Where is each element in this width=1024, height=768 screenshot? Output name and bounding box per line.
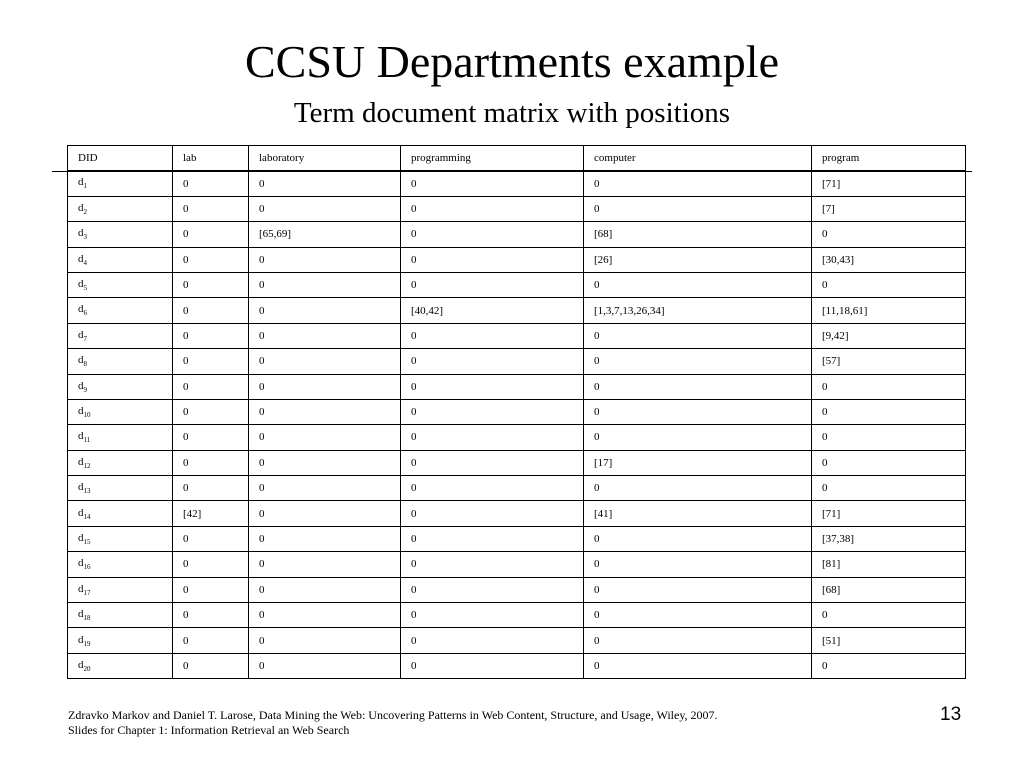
slide-title: CCSU Departments example: [244, 36, 779, 87]
document-id-subscript: 9: [83, 385, 87, 394]
position-cell: 0: [584, 526, 812, 551]
position-cell: 0: [812, 603, 966, 628]
position-cell: [51]: [812, 628, 966, 653]
document-id-subscript: 1: [83, 182, 87, 191]
position-cell: 0: [401, 577, 584, 602]
position-cell: 0: [401, 247, 584, 272]
footer-citation: [68, 708, 718, 738]
position-cell: 0: [249, 628, 401, 653]
position-cell: 0: [401, 653, 584, 678]
position-cell: [71]: [812, 501, 966, 526]
position-cell: 0: [812, 653, 966, 678]
document-id-subscript: 6: [83, 309, 87, 318]
document-id-cell: $d_{16}$: [68, 552, 173, 577]
document-id-cell: $d_{12}$: [68, 450, 173, 475]
position-cell: 0: [173, 196, 249, 221]
position-cell: 0: [584, 349, 812, 374]
position-cell: 0: [401, 552, 584, 577]
position-cell: 0: [173, 272, 249, 297]
header-cell: program: [812, 146, 966, 171]
position-cell: 0: [173, 247, 249, 272]
position-cell: 0: [249, 653, 401, 678]
table-header-row: [68, 146, 966, 171]
position-cell: 0: [401, 222, 584, 247]
document-id-cell: $d_{13}$: [68, 476, 173, 501]
table-row: [68, 450, 966, 475]
position-cell: 0: [173, 653, 249, 678]
position-cell: 0: [401, 323, 584, 348]
position-cell: 0: [401, 196, 584, 221]
position-cell: 0: [249, 399, 401, 424]
position-cell: 0: [401, 374, 584, 399]
table-row: [68, 577, 966, 602]
table-row: [68, 476, 966, 501]
position-cell: 0: [584, 196, 812, 221]
position-cell: 0: [173, 476, 249, 501]
document-id-subscript: 15: [83, 538, 91, 547]
position-cell: [68]: [812, 577, 966, 602]
table-row: [68, 349, 966, 374]
position-cell: 0: [173, 603, 249, 628]
position-cell: [1,3,7,13,26,34]: [584, 298, 812, 323]
table-row: [68, 526, 966, 551]
document-id-cell: $d_5$: [68, 272, 173, 297]
position-cell: 0: [812, 374, 966, 399]
document-id-cell: $d_7$: [68, 323, 173, 348]
footer-line-2: Slides for Chapter 1: Information Retrieval an Web Search: [68, 723, 350, 737]
position-cell: 0: [249, 196, 401, 221]
position-cell: 0: [249, 272, 401, 297]
document-id-subscript: 14: [83, 512, 91, 521]
position-cell: 0: [249, 603, 401, 628]
document-id-subscript: 3: [83, 233, 87, 242]
position-cell: 0: [401, 450, 584, 475]
position-cell: 0: [249, 476, 401, 501]
position-cell: 0: [173, 323, 249, 348]
position-cell: 0: [401, 272, 584, 297]
position-cell: 0: [584, 323, 812, 348]
position-cell: 0: [249, 298, 401, 323]
table-row: [68, 603, 966, 628]
document-id-cell: $d_{18}$: [68, 603, 173, 628]
position-cell: 0: [173, 552, 249, 577]
position-cell: 0: [249, 349, 401, 374]
table-row: [68, 501, 966, 526]
position-cell: 0: [249, 247, 401, 272]
position-cell: 0: [173, 171, 249, 196]
document-id-subscript: 19: [83, 639, 91, 648]
position-cell: [9,42]: [812, 323, 966, 348]
table-row: [68, 552, 966, 577]
position-cell: 0: [584, 577, 812, 602]
position-cell: 0: [812, 272, 966, 297]
position-cell: 0: [812, 450, 966, 475]
position-cell: 0: [249, 526, 401, 551]
page-number: 13: [940, 704, 962, 725]
document-id-subscript: 11: [83, 436, 91, 445]
document-id-cell: $d_{15}$: [68, 526, 173, 551]
table-row: [68, 653, 966, 678]
document-id-cell: $d_{10}$: [68, 399, 173, 424]
position-cell: 0: [173, 222, 249, 247]
document-id-subscript: 8: [83, 360, 87, 369]
position-cell: [42]: [173, 501, 249, 526]
position-cell: 0: [173, 425, 249, 450]
document-id-cell: $d_6$: [68, 298, 173, 323]
position-cell: 0: [249, 374, 401, 399]
position-cell: [41]: [584, 501, 812, 526]
position-cell: 0: [249, 450, 401, 475]
document-id-cell: $d_4$: [68, 247, 173, 272]
table-row: [68, 222, 966, 247]
position-cell: [11,18,61]: [812, 298, 966, 323]
position-cell: 0: [401, 349, 584, 374]
document-id-subscript: 17: [83, 588, 91, 597]
header-cell: DID: [68, 146, 173, 171]
table-row: [68, 272, 966, 297]
position-cell: 0: [401, 628, 584, 653]
position-cell: 0: [584, 552, 812, 577]
position-cell: 0: [249, 577, 401, 602]
position-cell: 0: [401, 603, 584, 628]
position-cell: 0: [249, 171, 401, 196]
position-cell: 0: [249, 501, 401, 526]
position-cell: 0: [173, 349, 249, 374]
header-cell: programming: [401, 146, 584, 171]
position-cell: [57]: [812, 349, 966, 374]
document-id-subscript: 20: [83, 665, 91, 674]
position-cell: 0: [584, 399, 812, 424]
position-cell: [81]: [812, 552, 966, 577]
document-id-subscript: 2: [83, 208, 87, 217]
position-cell: 0: [584, 653, 812, 678]
position-cell: 0: [401, 526, 584, 551]
position-cell: 0: [173, 526, 249, 551]
table-row: [68, 298, 966, 323]
position-cell: 0: [173, 298, 249, 323]
position-cell: 0: [401, 425, 584, 450]
document-id-subscript: 16: [83, 563, 91, 572]
table-row: [68, 196, 966, 221]
document-id-cell: $d_9$: [68, 374, 173, 399]
table-row: [68, 628, 966, 653]
position-cell: [7]: [812, 196, 966, 221]
position-cell: 0: [173, 450, 249, 475]
position-cell: 0: [584, 374, 812, 399]
position-cell: 0: [401, 501, 584, 526]
position-cell: 0: [584, 628, 812, 653]
position-cell: 0: [173, 374, 249, 399]
table-row: [68, 374, 966, 399]
document-id-cell: $d_{17}$: [68, 577, 173, 602]
position-cell: 0: [584, 603, 812, 628]
position-cell: 0: [249, 425, 401, 450]
position-cell: 0: [812, 222, 966, 247]
position-cell: 0: [584, 476, 812, 501]
document-id-subscript: 18: [83, 614, 91, 623]
table-row: [68, 399, 966, 424]
document-id-subscript: 12: [83, 461, 91, 470]
position-cell: [26]: [584, 247, 812, 272]
document-id-cell: $d_2$: [68, 196, 173, 221]
document-id-cell: $d_3$: [68, 222, 173, 247]
position-cell: 0: [173, 628, 249, 653]
position-cell: [40,42]: [401, 298, 584, 323]
footer-line-1: Zdravko Markov and Daniel T. Larose, Data Mining the Web: Uncovering Patterns in Web Content, Structure, and Usage, Wiley, 2007.: [68, 708, 718, 722]
position-cell: 0: [401, 476, 584, 501]
position-cell: 0: [584, 272, 812, 297]
slide-subtitle: Term document matrix with positions: [293, 97, 731, 129]
position-cell: 0: [812, 476, 966, 501]
table-row: [68, 247, 966, 272]
header-cell: lab: [173, 146, 249, 171]
position-cell: 0: [401, 171, 584, 196]
position-cell: 0: [249, 552, 401, 577]
document-id-cell: $d_{19}$: [68, 628, 173, 653]
table-row: [68, 171, 966, 196]
document-id-cell: $d_1$: [68, 171, 173, 196]
term-document-matrix: [67, 145, 966, 679]
position-cell: 0: [173, 399, 249, 424]
position-cell: [65,69]: [249, 222, 401, 247]
position-cell: [30,43]: [812, 247, 966, 272]
document-id-cell: $d_{14}$: [68, 501, 173, 526]
position-cell: [37,38]: [812, 526, 966, 551]
position-cell: [71]: [812, 171, 966, 196]
position-cell: [68]: [584, 222, 812, 247]
document-id-cell: $d_{11}$: [68, 425, 173, 450]
document-id-subscript: 4: [83, 258, 87, 267]
document-id-subscript: 5: [83, 284, 87, 293]
header-cell: laboratory: [249, 146, 401, 171]
document-id-subscript: 13: [83, 487, 91, 496]
header-cell: computer: [584, 146, 812, 171]
position-cell: 0: [584, 171, 812, 196]
position-cell: [17]: [584, 450, 812, 475]
table-row: [68, 425, 966, 450]
position-cell: 0: [812, 399, 966, 424]
position-cell: 0: [812, 425, 966, 450]
document-id-subscript: 10: [83, 411, 91, 420]
document-id-cell: $d_{20}$: [68, 653, 173, 678]
position-cell: 0: [249, 323, 401, 348]
position-cell: 0: [401, 399, 584, 424]
document-id-cell: $d_8$: [68, 349, 173, 374]
position-cell: 0: [584, 425, 812, 450]
document-id-subscript: 7: [83, 335, 87, 344]
position-cell: 0: [173, 577, 249, 602]
table-row: [68, 323, 966, 348]
